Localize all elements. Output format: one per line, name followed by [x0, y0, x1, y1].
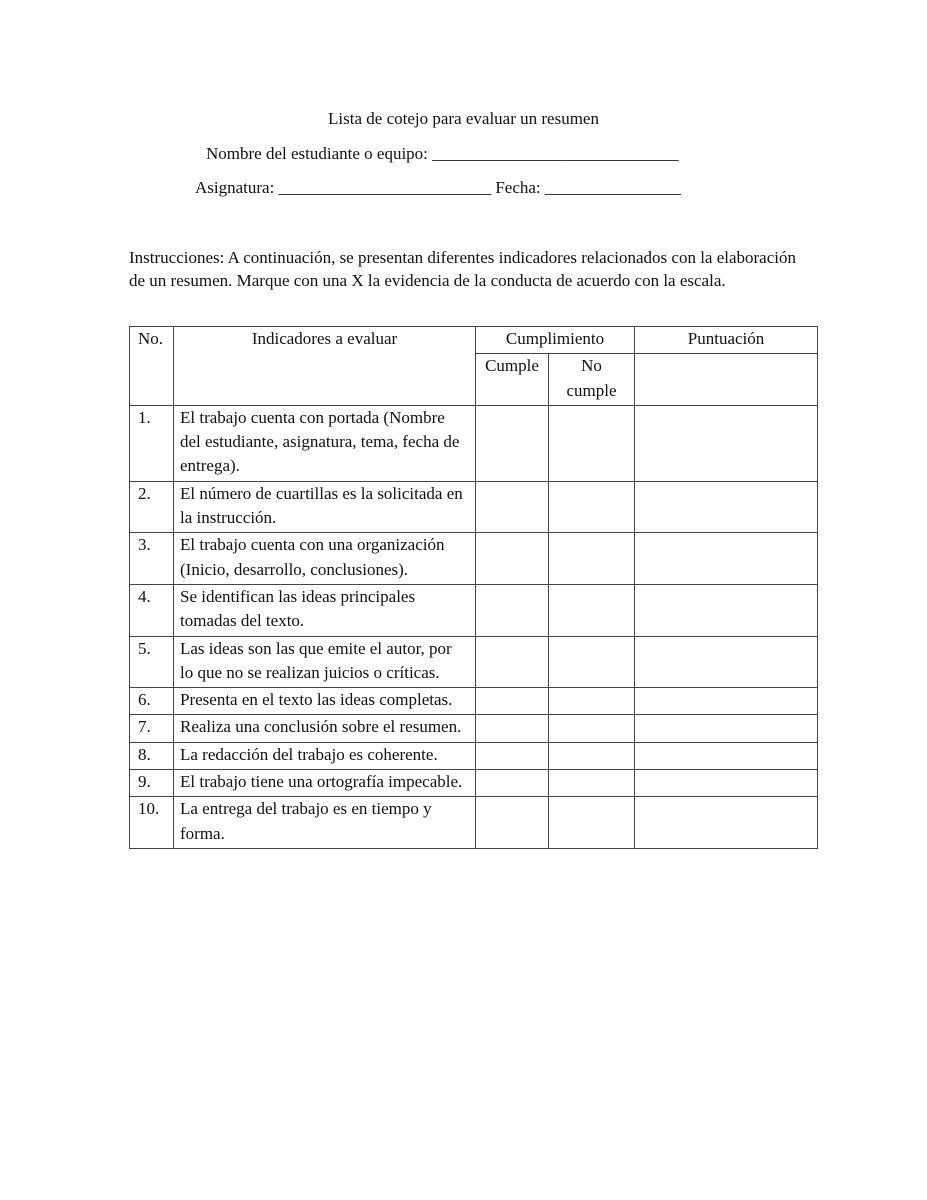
- header-indicators: Indicadores a evaluar: [174, 327, 476, 406]
- header-not-meets: No cumple: [549, 354, 635, 406]
- score-cell[interactable]: [635, 481, 818, 533]
- row-number: 3.: [130, 533, 174, 585]
- table-row: [130, 797, 818, 849]
- indicator-text: La redacción del trabajo es coherente.: [174, 742, 476, 769]
- meets-cell[interactable]: [476, 688, 549, 715]
- not-meets-cell[interactable]: [549, 742, 635, 769]
- meets-cell[interactable]: [476, 533, 549, 585]
- indicator-text: El trabajo cuenta con una organización (Inicio, desarrollo, conclusiones).: [174, 533, 476, 585]
- row-number: 5.: [130, 636, 174, 688]
- not-meets-cell[interactable]: [549, 533, 635, 585]
- meets-cell[interactable]: [476, 584, 549, 636]
- table-row: [130, 533, 818, 585]
- row-number: 1.: [130, 405, 174, 481]
- score-cell[interactable]: [635, 584, 818, 636]
- meets-cell[interactable]: [476, 405, 549, 481]
- table-row: [130, 584, 818, 636]
- row-number: 2.: [130, 481, 174, 533]
- not-meets-cell[interactable]: [549, 797, 635, 849]
- instructions-text: Instrucciones: A continuación, se presentan diferentes indicadores relacionados con la elaboración de un resumen. Marque con una X la evidencia de la conducta de acuerdo con la escala.: [129, 248, 797, 290]
- not-meets-cell[interactable]: [549, 770, 635, 797]
- indicator-text: Presenta en el texto las ideas completas.: [174, 688, 476, 715]
- header-score: Puntuación: [635, 327, 818, 354]
- header-row: [130, 327, 818, 354]
- not-meets-cell[interactable]: [549, 405, 635, 481]
- score-cell[interactable]: [635, 742, 818, 769]
- indicator-text: La entrega del trabajo es en tiempo y forma.: [174, 797, 476, 849]
- checklist-table: [129, 326, 818, 849]
- meets-cell[interactable]: [476, 797, 549, 849]
- score-cell[interactable]: [635, 636, 818, 688]
- row-number: 8.: [130, 742, 174, 769]
- subject-date-line: Asignatura: _________________________ Fecha: ________________: [195, 178, 681, 197]
- row-number: 6.: [130, 688, 174, 715]
- not-meets-cell[interactable]: [549, 688, 635, 715]
- table-row: [130, 770, 818, 797]
- score-cell[interactable]: [635, 405, 818, 481]
- header-meets: Cumple: [476, 354, 549, 406]
- header-no: No.: [130, 327, 174, 406]
- score-cell[interactable]: [635, 533, 818, 585]
- table-row: [130, 688, 818, 715]
- row-number: 4.: [130, 584, 174, 636]
- header-compliance: Cumplimiento: [476, 327, 635, 354]
- row-number: 7.: [130, 715, 174, 742]
- meets-cell[interactable]: [476, 770, 549, 797]
- table-row: [130, 742, 818, 769]
- header-score-empty: [635, 354, 818, 406]
- meets-cell[interactable]: [476, 481, 549, 533]
- score-cell[interactable]: [635, 797, 818, 849]
- indicator-text: Las ideas son las que emite el autor, por lo que no se realizan juicios o críticas.: [174, 636, 476, 688]
- indicator-text: El trabajo cuenta con portada (Nombre del estudiante, asignatura, tema, fecha de entrega).: [174, 405, 476, 481]
- not-meets-cell[interactable]: [549, 715, 635, 742]
- not-meets-cell[interactable]: [549, 584, 635, 636]
- student-name-line: Nombre del estudiante o equipo: _____________________________: [206, 144, 679, 163]
- meets-cell[interactable]: [476, 715, 549, 742]
- meets-cell[interactable]: [476, 742, 549, 769]
- not-meets-cell[interactable]: [549, 636, 635, 688]
- score-cell[interactable]: [635, 688, 818, 715]
- table-row: [130, 481, 818, 533]
- table-row: [130, 715, 818, 742]
- score-cell[interactable]: [635, 770, 818, 797]
- not-meets-cell[interactable]: [549, 481, 635, 533]
- table-row: [130, 405, 818, 481]
- row-number: 9.: [130, 770, 174, 797]
- score-cell[interactable]: [635, 715, 818, 742]
- table-row: [130, 636, 818, 688]
- indicator-text: Realiza una conclusión sobre el resumen.: [174, 715, 476, 742]
- indicator-text: El número de cuartillas es la solicitada en la instrucción.: [174, 481, 476, 533]
- indicator-text: El trabajo tiene una ortografía impecable.: [174, 770, 476, 797]
- document-title: Lista de cotejo para evaluar un resumen: [328, 109, 599, 128]
- meets-cell[interactable]: [476, 636, 549, 688]
- row-number: 10.: [130, 797, 174, 849]
- indicator-text: Se identifican las ideas principales tomadas del texto.: [174, 584, 476, 636]
